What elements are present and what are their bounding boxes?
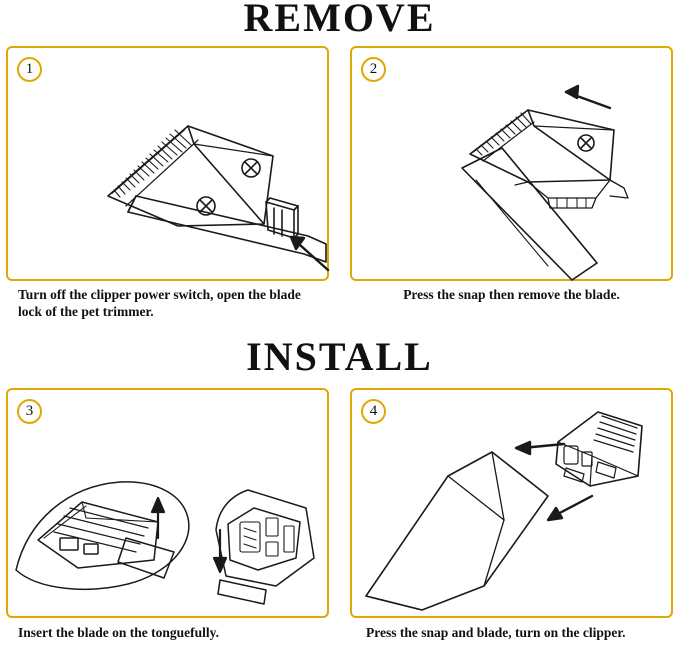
section-title-install: INSTALL [246, 334, 433, 379]
step-caption-1: Turn off the clipper power switch, open the blade lock of the pet trimmer. [18, 287, 301, 319]
step-panel-3 [6, 388, 329, 618]
step-caption-2: Press the snap then remove the blade. [403, 287, 620, 302]
step-number-1: 1 [17, 57, 42, 82]
step-1-illustration [8, 48, 327, 279]
section-title-remove: REMOVE [243, 0, 436, 40]
step-caption-3: Insert the blade on the tonguefully. [18, 625, 220, 640]
step-panel-2 [350, 46, 673, 281]
step-number-4: 4 [361, 399, 386, 424]
step-2-illustration [352, 48, 671, 279]
step-number-3: 3 [17, 399, 42, 424]
step-3-illustration [8, 390, 327, 616]
step-caption-4: Press the snap and blade, turn on the clipper. [366, 625, 626, 640]
step-4-illustration [352, 390, 671, 616]
step-number-2: 2 [361, 57, 386, 82]
step-panel-1 [6, 46, 329, 281]
step-panel-4 [350, 388, 673, 618]
